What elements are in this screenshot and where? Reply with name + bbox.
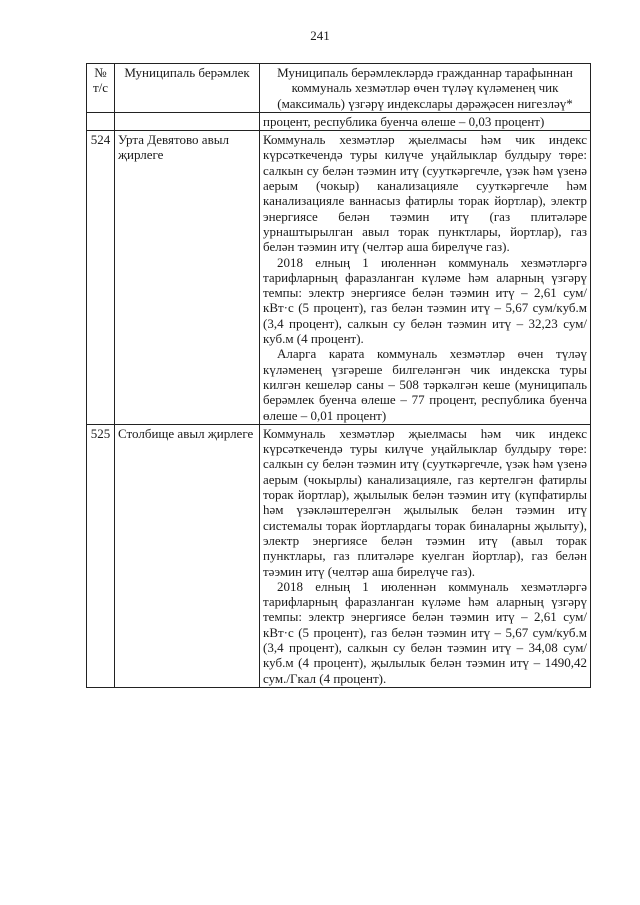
table-row [87, 131, 591, 425]
header-number: № т/с [87, 64, 115, 113]
continuation-description-cell [260, 112, 591, 130]
row-paragraph: 2018 елның 1 июленнән коммуналь хезмәтләргә тарифларның фаразланган күләме һәм аларның үзгәрү темпы: электр энергиясе белән тәэмин итү – 2,61 сум/кВт·с (5 процент), газ белән тәэмин итү – 5,67 сум/куб.м (3,4 процент), салкын су белән тәэмин итү – 34,08 сум/куб.м (4 процент), җылылык белән тәэмин итү – 1490,42 сум./Гкал (4 процент). [263, 578, 587, 686]
page-number: 241 [310, 28, 330, 43]
table-header-row [87, 64, 591, 113]
row-municipality: Столбище авыл җирлеге [115, 424, 260, 687]
row-paragraph: Аларга карата коммуналь хезмәтләр өчен түләү күләменең үзгәреше билгеләнгән чик индекска туры килгән кешеләр саны – 508 тәркәлгән кеше (муниципаль берәмлек буенча өлеше – 77 процент, республика буенча өлеше – 0,01 процент) [263, 346, 587, 423]
row-description [260, 424, 591, 687]
header-description: Муниципаль берәмлекләрдә гражданнар тарафыннан коммуналь хезмәтләр өчен түләү күләменең чик (максималь) үзгәрү индекслары дәрәҗәсен нигезләү* [260, 64, 591, 113]
row-paragraph: Коммуналь хезмәтләр җыелмасы һәм чик индекс күрсәткечендә туры килүче уңайлыклар булдыру төре: салкын су белән тәэмин итү (сууткәргечле, үзәк һәм үзенә аерым (чокыр) канализацияле сууткәргечле һәм канализацияле ваннасыз фатирлы торак йортлар), электр энергиясе белән тәэмин итү (газ плитәләре урнаштырылган авыл торак пунктлары, йортлар), газ белән тәэмин итү (челтәр аша бирелүче газ). [263, 132, 587, 255]
continuation-text: процент, республика буенча өлеше – 0,03 процент) [263, 113, 545, 129]
row-paragraph: Коммуналь хезмәтләр җыелмасы һәм чик индекс күрсәткечендә туры килүче уңайлыклар булдыру төре: салкын су белән тәэмин итү (сууткәргечле, үзәк һәм үзенә аерым (чокырлы) канализацияле, газ кертелгән фатирлы торак йортлар), җылылык белән тәэмин итү (күпфатирлы һәм үзәкләштерелгән җылылык белән тәэмин итү системалы торак йортлардагы торак биналарны җылыту), электр энергиясе белән тәэмин итү (авыл торак пунктлары, газ плитәләре куелган йортлар), газ белән тәэмин итү (челтәр аша бирелүче газ). [263, 425, 587, 579]
table-row [87, 424, 591, 687]
continuation-municipality-cell [115, 112, 260, 130]
continuation-number-cell [87, 112, 115, 130]
table-row-continuation [87, 112, 591, 130]
row-description [260, 131, 591, 425]
row-municipality: Урта Девятово авыл җирлеге [115, 131, 260, 425]
row-number: 525 [87, 424, 115, 687]
row-paragraph: 2018 елның 1 июленнән коммуналь хезмәтләргә тарифларның фаразланган күләме һәм аларның үзгәрү темпы: электр энергиясе белән тәэмин итү – 2,61 сум/кВт·с (5 процент), газ белән тәэмин итү – 5,67 сум/куб.м (3,4 процент), салкын су белән тәэмин итү – 32,23 сум/куб.м (4 процент). [263, 254, 587, 347]
header-municipality: Муниципаль берәмлек [115, 64, 260, 113]
tariff-table [86, 63, 591, 688]
row-number: 524 [87, 131, 115, 425]
